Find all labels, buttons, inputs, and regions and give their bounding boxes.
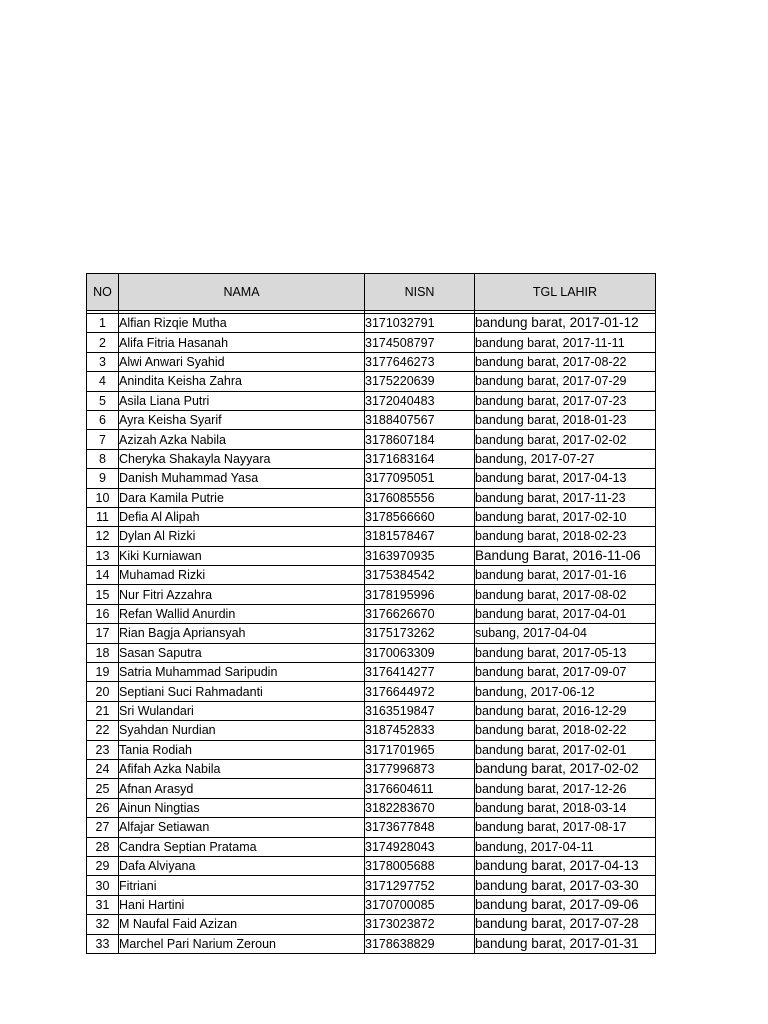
birth-place-date-cell: bandung barat, 2017-08-02 xyxy=(475,585,656,604)
birth-place-date-text: bandung barat, 2017-01-12 xyxy=(475,315,639,331)
student-name-cell: Rian Bagja Apriansyah xyxy=(119,624,365,643)
table-row xyxy=(87,527,656,546)
nisn-cell: 3171701965 xyxy=(365,740,475,759)
birth-place-date-cell: subang, 2017-04-04 xyxy=(475,624,656,643)
nisn-cell: 3176085556 xyxy=(365,488,475,507)
row-number-cell: 23 xyxy=(87,740,119,759)
row-number-cell: 24 xyxy=(87,759,119,778)
row-number-cell: 8 xyxy=(87,449,119,468)
table-row xyxy=(87,934,656,953)
birth-place-date-cell: bandung barat, 2018-02-22 xyxy=(475,721,656,740)
student-name-cell: Afifah Azka Nabila xyxy=(119,759,365,778)
row-number-cell: 5 xyxy=(87,391,119,410)
table-row xyxy=(87,915,656,934)
birth-place-date-cell: bandung barat, 2017-01-16 xyxy=(475,566,656,585)
row-number-cell: 25 xyxy=(87,779,119,798)
student-name-cell: Cheryka Shakayla Nayyara xyxy=(119,449,365,468)
birth-place-date-cell xyxy=(475,895,656,914)
student-name-cell: Candra Septian Pratama xyxy=(119,837,365,856)
table-row xyxy=(87,604,656,623)
column-header-nisn: NISN xyxy=(365,274,475,311)
birth-place-date-cell: bandung barat, 2018-01-23 xyxy=(475,410,656,429)
nisn-cell: 3177095051 xyxy=(365,469,475,488)
student-name-cell: Syahdan Nurdian xyxy=(119,721,365,740)
row-number-cell: 7 xyxy=(87,430,119,449)
table-row xyxy=(87,372,656,391)
birth-place-date-cell: bandung barat, 2018-02-23 xyxy=(475,527,656,546)
row-number-cell: 29 xyxy=(87,856,119,875)
table-row xyxy=(87,333,656,352)
birth-place-date-cell xyxy=(475,314,656,333)
table-row xyxy=(87,643,656,662)
student-name-cell: Tania Rodiah xyxy=(119,740,365,759)
student-name-cell: Dafa Alviyana xyxy=(119,856,365,875)
nisn-cell: 3178566660 xyxy=(365,507,475,526)
birth-place-date-cell: bandung, 2017-06-12 xyxy=(475,682,656,701)
birth-place-date-cell xyxy=(475,546,656,565)
row-number-cell: 14 xyxy=(87,566,119,585)
student-name-cell: Anindita Keisha Zahra xyxy=(119,372,365,391)
nisn-cell: 3188407567 xyxy=(365,410,475,429)
student-name-cell: Kiki Kurniawan xyxy=(119,546,365,565)
row-number-cell: 32 xyxy=(87,915,119,934)
birth-place-date-cell xyxy=(475,934,656,953)
column-header-no: NO xyxy=(87,274,119,311)
birth-place-date-cell xyxy=(475,876,656,895)
student-name-cell: Alifa Fitria Hasanah xyxy=(119,333,365,352)
nisn-cell: 3163970935 xyxy=(365,546,475,565)
table-header-row xyxy=(87,274,656,311)
birth-place-date-cell: bandung, 2017-07-27 xyxy=(475,449,656,468)
table-row xyxy=(87,721,656,740)
table-row xyxy=(87,391,656,410)
student-name-cell: Hani Hartini xyxy=(119,895,365,914)
nisn-cell: 3163519847 xyxy=(365,701,475,720)
birth-place-date-cell: bandung barat, 2017-05-13 xyxy=(475,643,656,662)
row-number-cell: 33 xyxy=(87,934,119,953)
student-name-cell: Septiani Suci Rahmadanti xyxy=(119,682,365,701)
student-name-cell: Dara Kamila Putrie xyxy=(119,488,365,507)
birth-place-date-cell: bandung barat, 2016-12-29 xyxy=(475,701,656,720)
birth-place-date-text: Bandung Barat, 2016-11-06 xyxy=(475,547,641,563)
row-number-cell: 20 xyxy=(87,682,119,701)
birth-place-date-cell: bandung barat, 2017-09-07 xyxy=(475,663,656,682)
nisn-cell: 3173677848 xyxy=(365,818,475,837)
student-name-cell: Danish Muhammad Yasa xyxy=(119,469,365,488)
birth-place-date-cell: bandung barat, 2017-07-23 xyxy=(475,391,656,410)
birth-place-date-cell: bandung barat, 2018-03-14 xyxy=(475,798,656,817)
row-number-cell: 30 xyxy=(87,876,119,895)
table-row xyxy=(87,546,656,565)
row-number-cell: 10 xyxy=(87,488,119,507)
nisn-cell: 3176414277 xyxy=(365,663,475,682)
birth-place-date-cell: bandung barat, 2017-04-01 xyxy=(475,604,656,623)
nisn-cell: 3174928043 xyxy=(365,837,475,856)
nisn-cell: 3170063309 xyxy=(365,643,475,662)
student-name-cell: Sasan Saputra xyxy=(119,643,365,662)
birth-place-date-cell: bandung barat, 2017-11-23 xyxy=(475,488,656,507)
row-number-cell: 21 xyxy=(87,701,119,720)
birth-place-date-cell: bandung barat, 2017-02-01 xyxy=(475,740,656,759)
nisn-cell: 3173023872 xyxy=(365,915,475,934)
nisn-cell: 3170700085 xyxy=(365,895,475,914)
birth-place-date-text: bandung barat, 2017-09-06 xyxy=(475,896,639,912)
student-name-cell: Nur Fitri Azzahra xyxy=(119,585,365,604)
row-number-cell: 1 xyxy=(87,314,119,333)
column-header-nama: NAMA xyxy=(119,274,365,311)
row-number-cell: 18 xyxy=(87,643,119,662)
table-row xyxy=(87,837,656,856)
birth-place-date-text: bandung barat, 2017-03-30 xyxy=(475,877,639,893)
table-row xyxy=(87,585,656,604)
birth-place-date-cell: bandung barat, 2017-08-17 xyxy=(475,818,656,837)
student-name-cell: M Naufal Faid Azizan xyxy=(119,915,365,934)
birth-place-date-cell: bandung barat, 2017-08-22 xyxy=(475,352,656,371)
nisn-cell: 3177996873 xyxy=(365,759,475,778)
student-name-cell: Satria Muhammad Saripudin xyxy=(119,663,365,682)
nisn-cell: 3175220639 xyxy=(365,372,475,391)
row-number-cell: 17 xyxy=(87,624,119,643)
nisn-cell: 3176626670 xyxy=(365,604,475,623)
nisn-cell: 3175384542 xyxy=(365,566,475,585)
student-name-cell: Fitriani xyxy=(119,876,365,895)
table-row xyxy=(87,410,656,429)
row-number-cell: 31 xyxy=(87,895,119,914)
nisn-cell: 3182283670 xyxy=(365,798,475,817)
table-row xyxy=(87,314,656,333)
birth-place-date-cell: bandung barat, 2017-12-26 xyxy=(475,779,656,798)
student-name-cell: Defia Al Alipah xyxy=(119,507,365,526)
nisn-cell: 3187452833 xyxy=(365,721,475,740)
student-name-cell: Alfian Rizqie Mutha xyxy=(119,314,365,333)
student-name-cell: Sri Wulandari xyxy=(119,701,365,720)
birth-place-date-cell: bandung barat, 2017-02-10 xyxy=(475,507,656,526)
student-name-cell: Muhamad Rizki xyxy=(119,566,365,585)
birth-place-date-text: bandung barat, 2017-04-13 xyxy=(475,858,639,874)
table-row xyxy=(87,352,656,371)
birth-place-date-cell xyxy=(475,856,656,875)
nisn-cell: 3171032791 xyxy=(365,314,475,333)
nisn-cell: 3172040483 xyxy=(365,391,475,410)
table-row xyxy=(87,895,656,914)
birth-place-date-cell: bandung barat, 2017-07-29 xyxy=(475,372,656,391)
table-row xyxy=(87,469,656,488)
row-number-cell: 26 xyxy=(87,798,119,817)
row-number-cell: 12 xyxy=(87,527,119,546)
nisn-cell: 3177646273 xyxy=(365,352,475,371)
nisn-cell: 3181578467 xyxy=(365,527,475,546)
birth-place-date-text: bandung barat, 2017-01-31 xyxy=(475,935,639,951)
birth-place-date-cell: bandung barat, 2017-04-13 xyxy=(475,469,656,488)
table-row xyxy=(87,876,656,895)
table-row xyxy=(87,430,656,449)
student-name-cell: Marchel Pari Narium Zeroun xyxy=(119,934,365,953)
column-header-tgl-lahir: TGL LAHIR xyxy=(475,274,656,311)
birth-place-date-cell: bandung, 2017-04-11 xyxy=(475,837,656,856)
birth-place-date-text: bandung barat, 2017-02-02 xyxy=(475,761,639,777)
row-number-cell: 3 xyxy=(87,352,119,371)
table-body xyxy=(87,314,656,954)
table-row xyxy=(87,624,656,643)
table-row xyxy=(87,682,656,701)
student-name-cell: Ainun Ningtias xyxy=(119,798,365,817)
table-row xyxy=(87,740,656,759)
birth-place-date-text: bandung barat, 2017-07-28 xyxy=(475,916,639,932)
birth-place-date-cell xyxy=(475,759,656,778)
student-name-cell: Azizah Azka Nabila xyxy=(119,430,365,449)
nisn-cell: 3175173262 xyxy=(365,624,475,643)
row-number-cell: 2 xyxy=(87,333,119,352)
table-row xyxy=(87,449,656,468)
nisn-cell: 3178005688 xyxy=(365,856,475,875)
student-name-cell: Refan Wallid Anurdin xyxy=(119,604,365,623)
birth-place-date-cell: bandung barat, 2017-11-11 xyxy=(475,333,656,352)
table-row xyxy=(87,663,656,682)
student-name-cell: Dylan Al Rizki xyxy=(119,527,365,546)
table-row xyxy=(87,566,656,585)
row-number-cell: 22 xyxy=(87,721,119,740)
table-row xyxy=(87,779,656,798)
table-row xyxy=(87,856,656,875)
student-name-cell: Ayra Keisha Syarif xyxy=(119,410,365,429)
nisn-cell: 3178638829 xyxy=(365,934,475,953)
table-row xyxy=(87,488,656,507)
birth-place-date-cell: bandung barat, 2017-02-02 xyxy=(475,430,656,449)
nisn-cell: 3171683164 xyxy=(365,449,475,468)
row-number-cell: 28 xyxy=(87,837,119,856)
row-number-cell: 16 xyxy=(87,604,119,623)
table-row xyxy=(87,701,656,720)
student-name-cell: Asila Liana Putri xyxy=(119,391,365,410)
table-row xyxy=(87,798,656,817)
row-number-cell: 9 xyxy=(87,469,119,488)
row-number-cell: 15 xyxy=(87,585,119,604)
row-number-cell: 19 xyxy=(87,663,119,682)
nisn-cell: 3174508797 xyxy=(365,333,475,352)
birth-place-date-cell xyxy=(475,915,656,934)
row-number-cell: 11 xyxy=(87,507,119,526)
row-number-cell: 27 xyxy=(87,818,119,837)
table-row xyxy=(87,507,656,526)
row-number-cell: 13 xyxy=(87,546,119,565)
nisn-cell: 3171297752 xyxy=(365,876,475,895)
student-table xyxy=(86,273,656,954)
student-name-cell: Alwi Anwari Syahid xyxy=(119,352,365,371)
student-name-cell: Afnan Arasyd xyxy=(119,779,365,798)
nisn-cell: 3178607184 xyxy=(365,430,475,449)
table-row xyxy=(87,818,656,837)
nisn-cell: 3178195996 xyxy=(365,585,475,604)
table-row xyxy=(87,759,656,778)
nisn-cell: 3176604611 xyxy=(365,779,475,798)
row-number-cell: 6 xyxy=(87,410,119,429)
student-name-cell: Alfajar Setiawan xyxy=(119,818,365,837)
row-number-cell: 4 xyxy=(87,372,119,391)
nisn-cell: 3176644972 xyxy=(365,682,475,701)
